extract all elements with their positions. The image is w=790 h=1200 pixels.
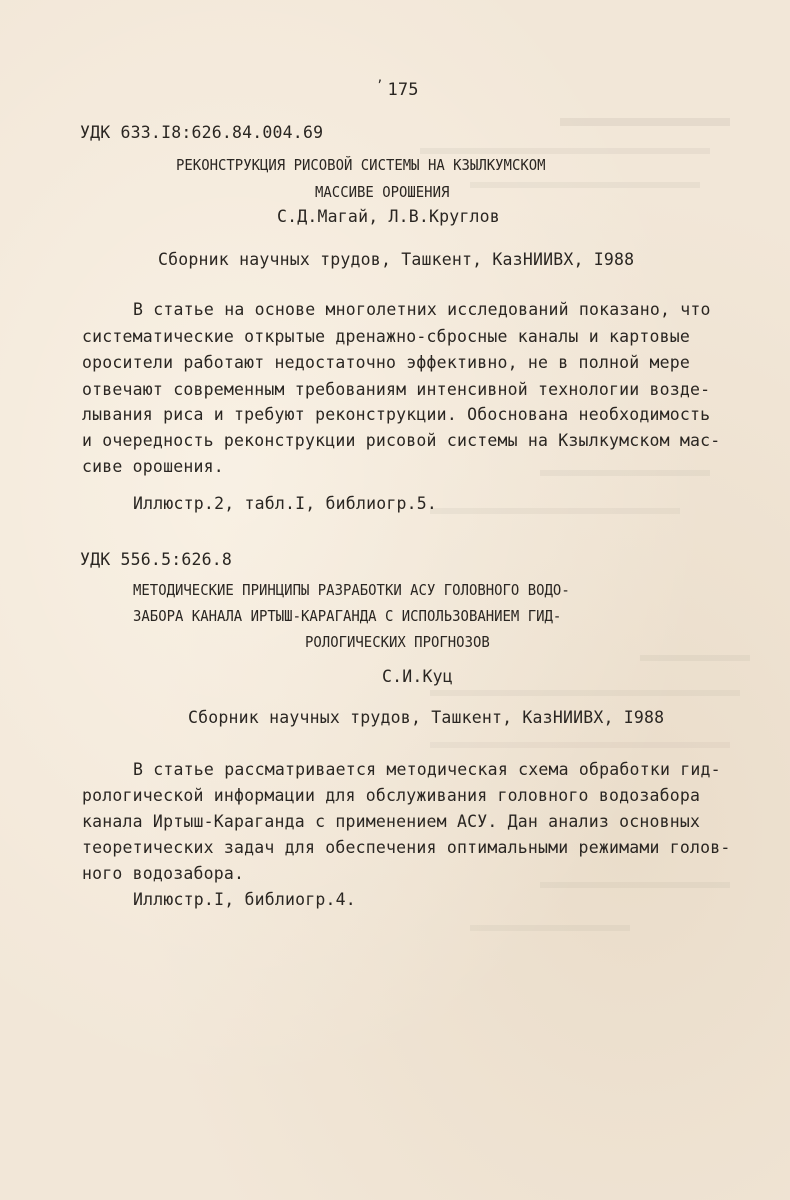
article-2-source: Сборник научных трудов, Ташкент, КазНИИВХ, I988	[188, 708, 665, 727]
article-1-abstract-line: лывания риса и требуют реконструкции. Обоснована необходимость	[82, 405, 711, 424]
article-1-abstract-line: В статье на основе многолетних исследований показано, что	[133, 300, 711, 319]
article-1-title-line-2: МАССИВЕ ОРОШЕНИЯ	[315, 183, 450, 201]
article-1-source: Сборник научных трудов, Ташкент, КазНИИВХ, I988	[158, 250, 635, 269]
article-2-title-line-1: МЕТОДИЧЕСКИЕ ПРИНЦИПЫ РАЗРАБОТКИ АСУ ГОЛОВНОГО ВОДО-	[133, 581, 570, 599]
article-2-title-line-3: РОЛОГИЧЕСКИХ ПРОГНОЗОВ	[305, 633, 490, 651]
article-1-udk: УДК 633.I8:626.84.004.69	[80, 123, 324, 142]
page-number-tick: ’	[376, 78, 384, 92]
page-number	[376, 80, 419, 100]
article-1-title-line-1: РЕКОНСТРУКЦИЯ РИСОВОЙ СИСТЕМЫ НА КЗЫЛКУМСКОМ	[176, 156, 546, 174]
article-2-abstract-line: теоретических задач для обеспечения оптимальными режимами голов-	[82, 838, 731, 857]
article-2-abstract-line: В статье рассматривается методическая схема обработки гид-	[133, 760, 721, 779]
article-1-abstract-line: отвечают современным требованиям интенсивной технологии возде-	[82, 380, 711, 399]
article-1-refs: Иллюстр.2, табл.I, библиогр.5.	[133, 494, 438, 513]
article-2-authors: С.И.Куц	[382, 667, 453, 686]
article-2-abstract-line: ного водозабора.	[82, 864, 245, 883]
article-2-abstract-line: канала Иртыш-Караганда с применением АСУ. Дан анализ основных	[82, 812, 701, 831]
article-1-abstract-line: оросители работают недостаточно эффективно, не в полной мере	[82, 353, 691, 372]
article-2-abstract-line: рологической информации для обслуживания головного водозабора	[82, 786, 701, 805]
article-1-abstract-line: и очередность реконструкции рисовой системы на Кзылкумском мас-	[82, 431, 721, 450]
article-1-abstract-line: сиве орошения.	[82, 457, 224, 476]
article-1-abstract-line: систематические открытые дренажно-сбросные каналы и картовые	[82, 327, 691, 346]
article-2-udk: УДК 556.5:626.8	[80, 550, 233, 569]
page-number-text: 175	[387, 80, 419, 100]
article-1-authors: С.Д.Магай, Л.В.Круглов	[277, 207, 500, 226]
article-2-refs: Иллюстр.I, библиогр.4.	[133, 890, 356, 909]
article-2-title-line-2: ЗАБОРА КАНАЛА ИРТЫШ-КАРАГАНДА С ИСПОЛЬЗОВАНИЕМ ГИД-	[133, 607, 562, 625]
